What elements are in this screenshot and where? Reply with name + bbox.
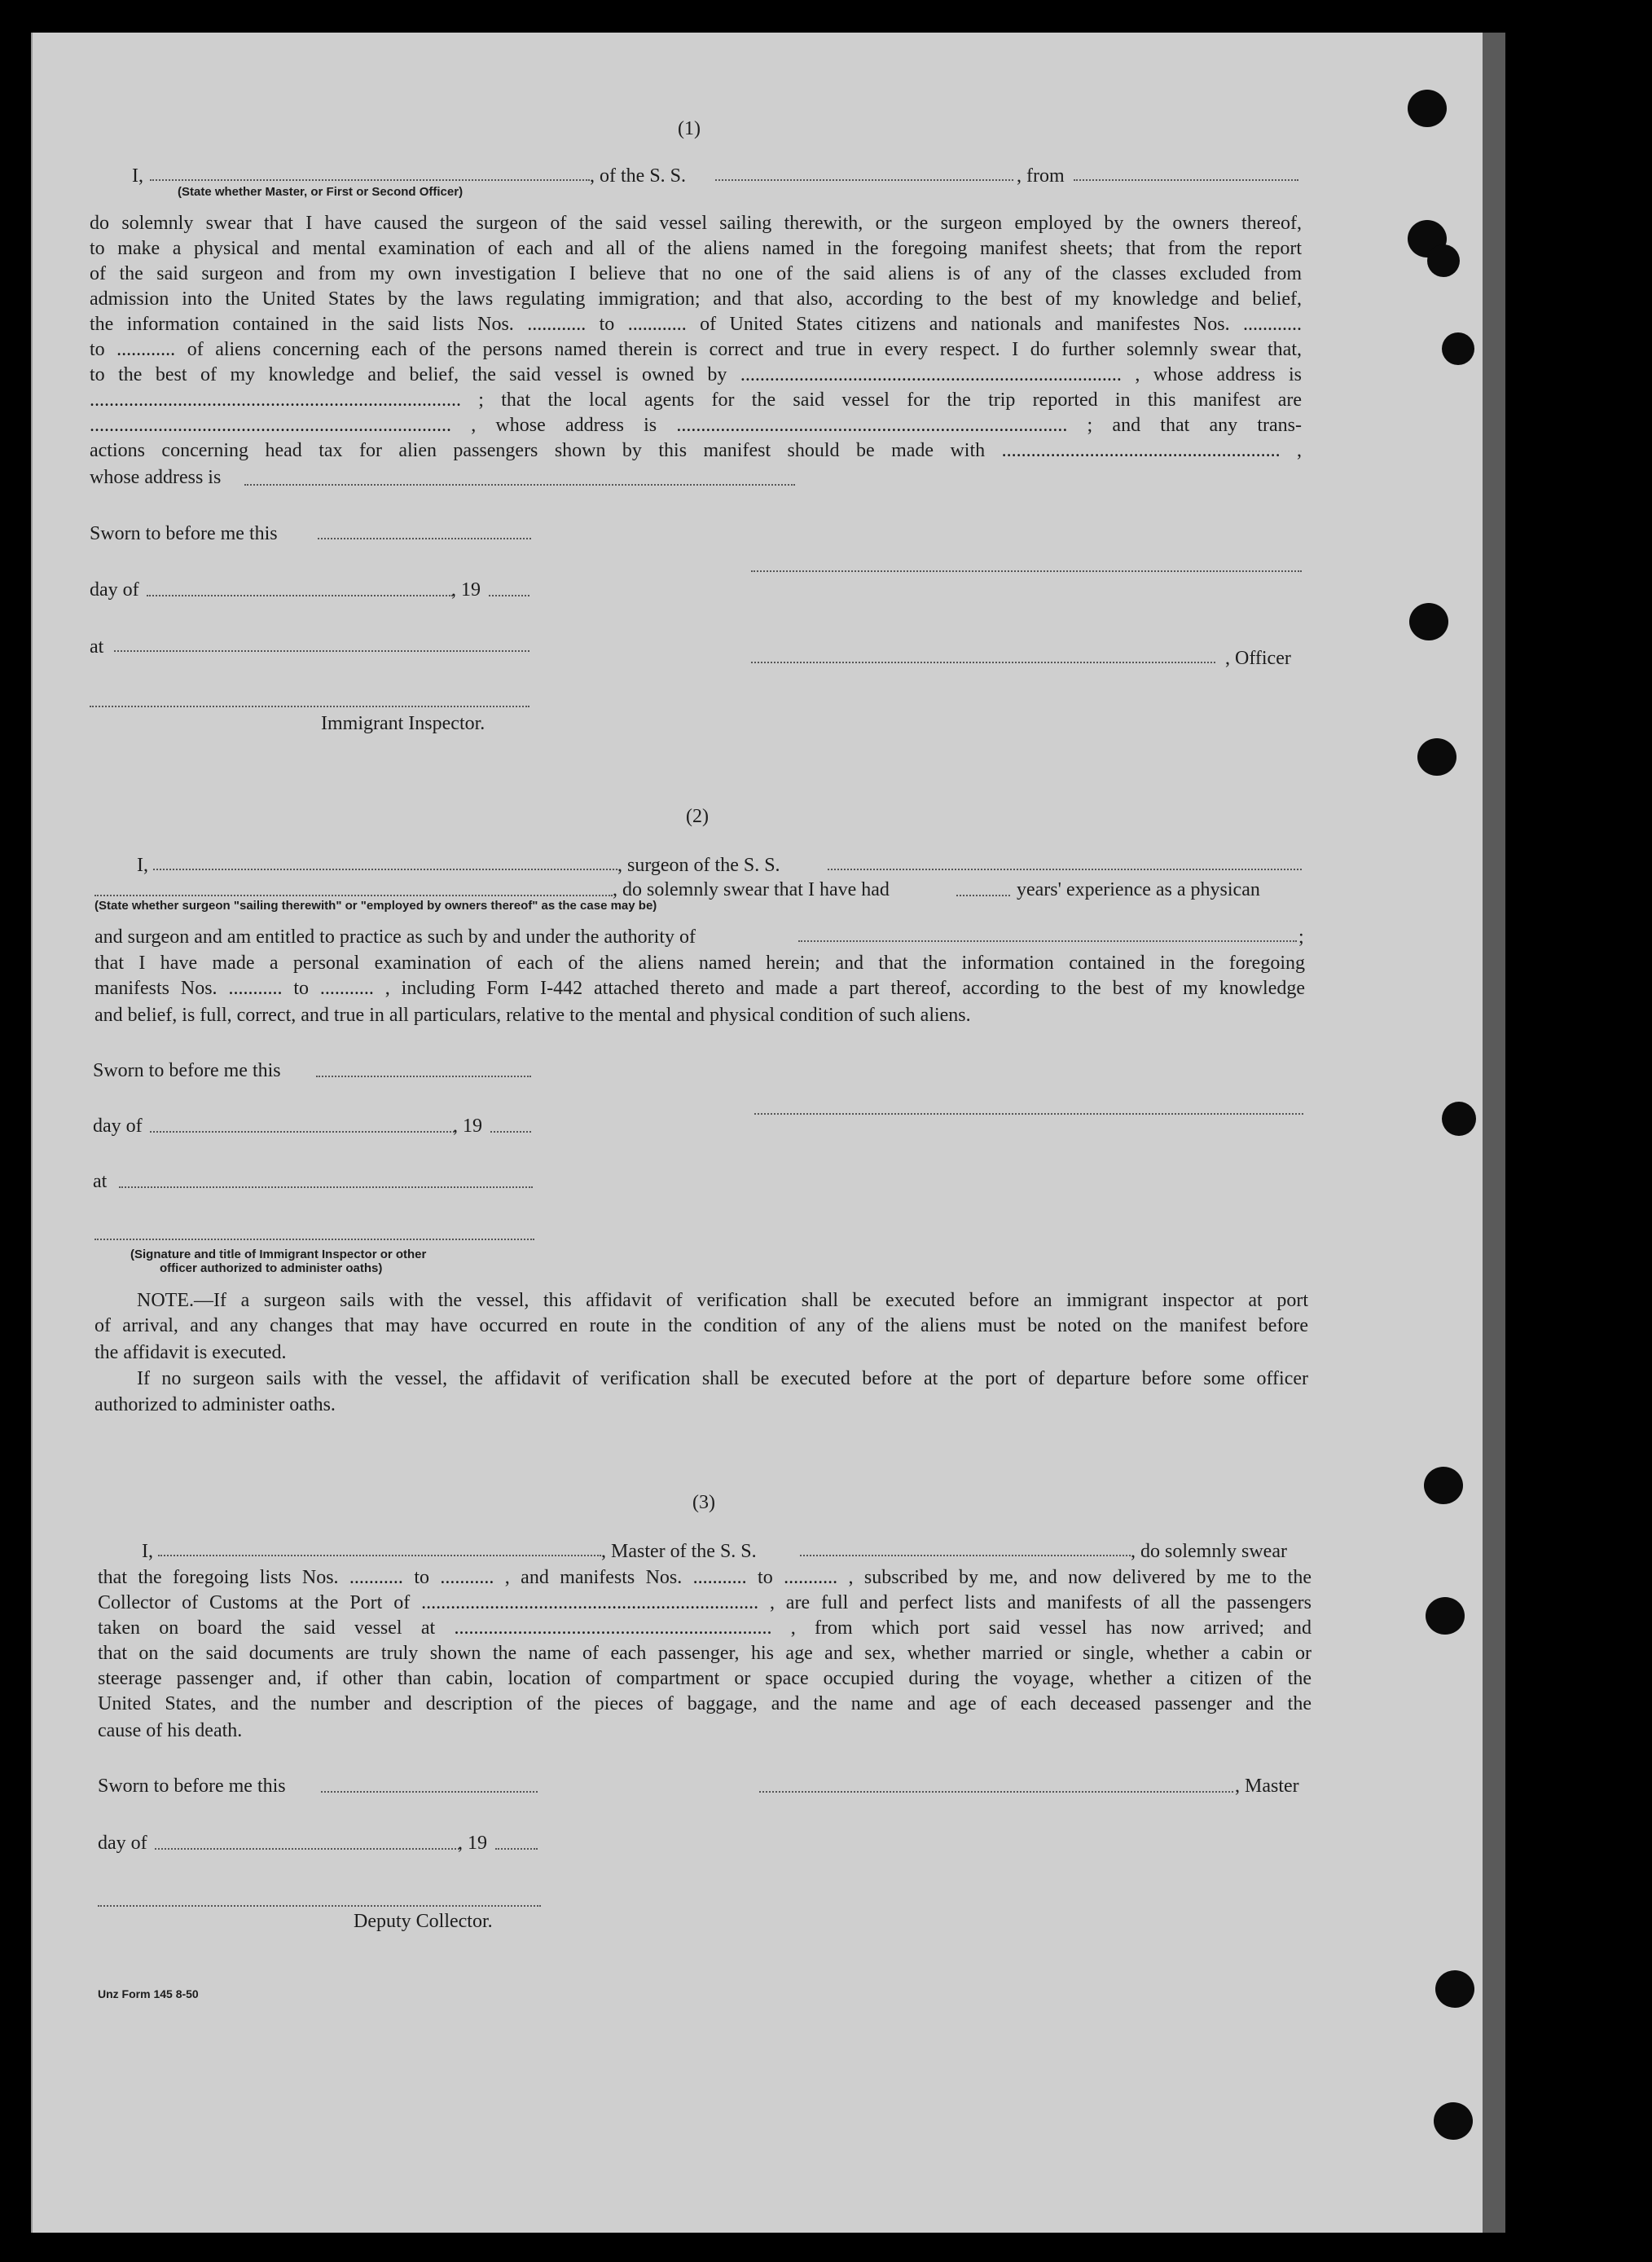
paragraph-last-line: whose address is [90,467,222,488]
day-of-label: day of [98,1833,147,1854]
day-blank[interactable] [155,1848,459,1850]
from-label: , from [1017,165,1065,187]
year-label: , 19 [458,1833,487,1854]
experience-label: years' experience as a physican [1017,879,1260,900]
years-blank[interactable] [956,895,1010,896]
at-blank[interactable] [114,650,529,652]
punch-hole [1442,1102,1476,1136]
paragraph-line: manifests Nos. ........... to ........... , including Form I-442 attached thereto and made a part thereof, according to the best of my knowledge [94,978,1305,999]
signature-note: (Signature and title of Immigrant Inspector or other [130,1248,427,1261]
inspector-signature-blank[interactable] [90,706,529,707]
vessel-blank[interactable] [800,1555,1131,1556]
master-name-blank[interactable] [158,1555,601,1556]
punch-hole [1408,90,1447,127]
oath-intro-label: I, [142,1541,153,1562]
at-label: at [90,636,104,658]
year-blank[interactable] [489,595,529,596]
sworn-date-blank[interactable] [318,538,531,539]
solemnly-label: , do solemnly swear [1131,1541,1287,1562]
sworn-label: Sworn to before me this [90,523,278,544]
sworn-label: Sworn to before me this [98,1776,286,1797]
note-line: of arrival, and any changes that may have occurred en route in the condition of any of the aliens must be noted on the manifest before [94,1315,1308,1336]
punch-hole [1442,332,1474,365]
surgeon-type-blank[interactable] [94,895,613,896]
paragraph-line: United States, and the number and description of the pieces of baggage, and the name and age of each deceased passenger and the [98,1693,1311,1714]
punch-hole [1435,1970,1474,2008]
collector-signature-blank[interactable] [98,1905,541,1907]
from-blank[interactable] [1074,179,1298,181]
master-of-ss-label: , Master of the S. S. [601,1541,757,1562]
signature-note: officer authorized to administer oaths) [160,1261,383,1275]
authority-label: and surgeon and am entitled to practice as such by and under the authority of [94,926,696,948]
master-label: , Master [1235,1776,1299,1797]
paragraph-line: to the best of my knowledge and belief, the said vessel is owned by .............................................................................. , whose address is [90,364,1302,385]
oath-intro-label: I, [137,855,148,876]
paragraph-line: the information contained in the said lists Nos. ............ to ............ of United States citizens and nationals and manifestes Nos. ............ [90,314,1302,335]
vessel-blank[interactable] [828,869,1302,870]
paragraph-line: to make a physical and mental examination of each and all of the aliens named in the foregoing manifest sheets; that from the report [90,238,1302,259]
paragraph-line: Collector of Customs at the Port of ..................................................................... , are full and perfect lists and manifests of all the passengers [98,1592,1311,1613]
paragraph-line: steerage passenger and, if other than cabin, location of compartment or space occupied during the voyage, whether a citizen of the [98,1668,1311,1689]
solemnly-label: , do solemnly swear that I have had [613,879,890,900]
day-of-label: day of [90,579,139,601]
sworn-label: Sworn to before me this [93,1060,281,1081]
note-line: NOTE.—If a surgeon sails with the vessel, this affidavit of verification shall be executed before an immigrant inspector at port [137,1290,1308,1311]
day-of-label: day of [93,1116,143,1137]
paragraph-line: do solemnly swear that I have caused the surgeon of the said vessel sailing therewith, or the surgeon employed by the owners thereof, [90,213,1302,234]
name-blank[interactable] [150,179,590,181]
section-number: (3) [692,1492,715,1513]
address-blank[interactable] [244,484,795,486]
paragraph-last-line: cause of his death. [98,1720,243,1741]
section-number: (2) [686,806,709,827]
inspector-label: Immigrant Inspector. [321,713,485,734]
section-number: (1) [678,118,701,139]
note-last-line: authorized to administer oaths. [94,1394,336,1415]
signature-blank[interactable] [754,1113,1303,1115]
paragraph-line: to ............ of aliens concerning each of the persons named therein is correct and true in every respect. I do further solemnly swear that, [90,339,1302,360]
master-signature-blank[interactable] [759,1791,1233,1793]
surgeon-name-blank[interactable] [153,869,617,870]
punch-hole [1427,244,1460,277]
punch-hole [1417,738,1456,776]
authority-end: ; [1298,926,1304,948]
paragraph-line: .......................................................................... , whose address is ................................................................................ ; and that any trans- [90,415,1302,436]
paragraph-line: actions concerning head tax for alien passengers shown by this manifest should be made with ......................................................... , [90,440,1302,461]
surgeon-note: (State whether surgeon "sailing therewith" or "employed by owners thereof" as the case may be) [94,899,657,913]
officer-signature-blank[interactable] [751,662,1215,663]
paragraph-line: ............................................................................ ; that the local agents for the said vessel for the trip reported in this manifest are [90,389,1302,411]
binder-edge [1483,33,1505,2233]
day-blank[interactable] [150,1131,455,1133]
inspector-signature-blank[interactable] [94,1239,534,1240]
signature-blank[interactable] [751,570,1302,572]
paragraph-line: of the said surgeon and from my own investigation I believe that no one of the said aliens is of any of the classes excluded from [90,263,1302,284]
paragraph-line: taken on board the said vessel at ................................................................. , from which port said vessel has now arrived; and [98,1617,1311,1639]
paragraph-line: that the foregoing lists Nos. ........... to ........... , and manifests Nos. ........... to ........... , subscribed by me, and now delivered by me to the [98,1567,1311,1588]
form-id: Unz Form 145 8-50 [98,1987,199,2000]
of-ss-label: , of the S. S. [590,165,687,187]
year-label: , 19 [451,579,481,601]
paragraph-line: that I have made a personal examination of each of the aliens named herein; and that the information contained in the foregoing [94,953,1305,974]
surgeon-of-ss-label: , surgeon of the S. S. [617,855,780,876]
oath-intro-label: I, [132,165,143,187]
year-label: , 19 [453,1116,482,1137]
sworn-date-blank[interactable] [316,1076,531,1077]
paragraph-last-line: and belief, is full, correct, and true in all particulars, relative to the mental and physical condition of such aliens. [94,1005,971,1026]
paragraph-line: that on the said documents are truly shown the name of each passenger, his age and sex, whether married or single, whether a cabin or [98,1643,1311,1664]
year-blank[interactable] [490,1131,531,1133]
note-last-line: the affidavit is executed. [94,1342,287,1363]
authority-blank[interactable] [798,940,1297,942]
at-label: at [93,1171,108,1192]
day-blank[interactable] [147,595,453,596]
at-blank[interactable] [119,1186,533,1188]
officer-label: , Officer [1225,648,1291,669]
year-blank[interactable] [495,1848,538,1850]
paragraph-line: admission into the United States by the laws regulating immigration; and that also, according to the best of my knowledge and belief, [90,288,1302,310]
punch-hole [1434,2102,1473,2140]
officer-note: (State whether Master, or First or Second Officer) [178,185,464,199]
punch-hole [1426,1597,1465,1635]
deputy-label: Deputy Collector. [354,1911,493,1932]
punch-hole [1409,603,1448,640]
sworn-date-blank[interactable] [321,1791,538,1793]
note-line: If no surgeon sails with the vessel, the affidavit of verification shall be executed before at the port of departure before some officer [137,1368,1308,1389]
vessel-blank[interactable] [715,179,1013,181]
punch-hole [1424,1467,1463,1504]
